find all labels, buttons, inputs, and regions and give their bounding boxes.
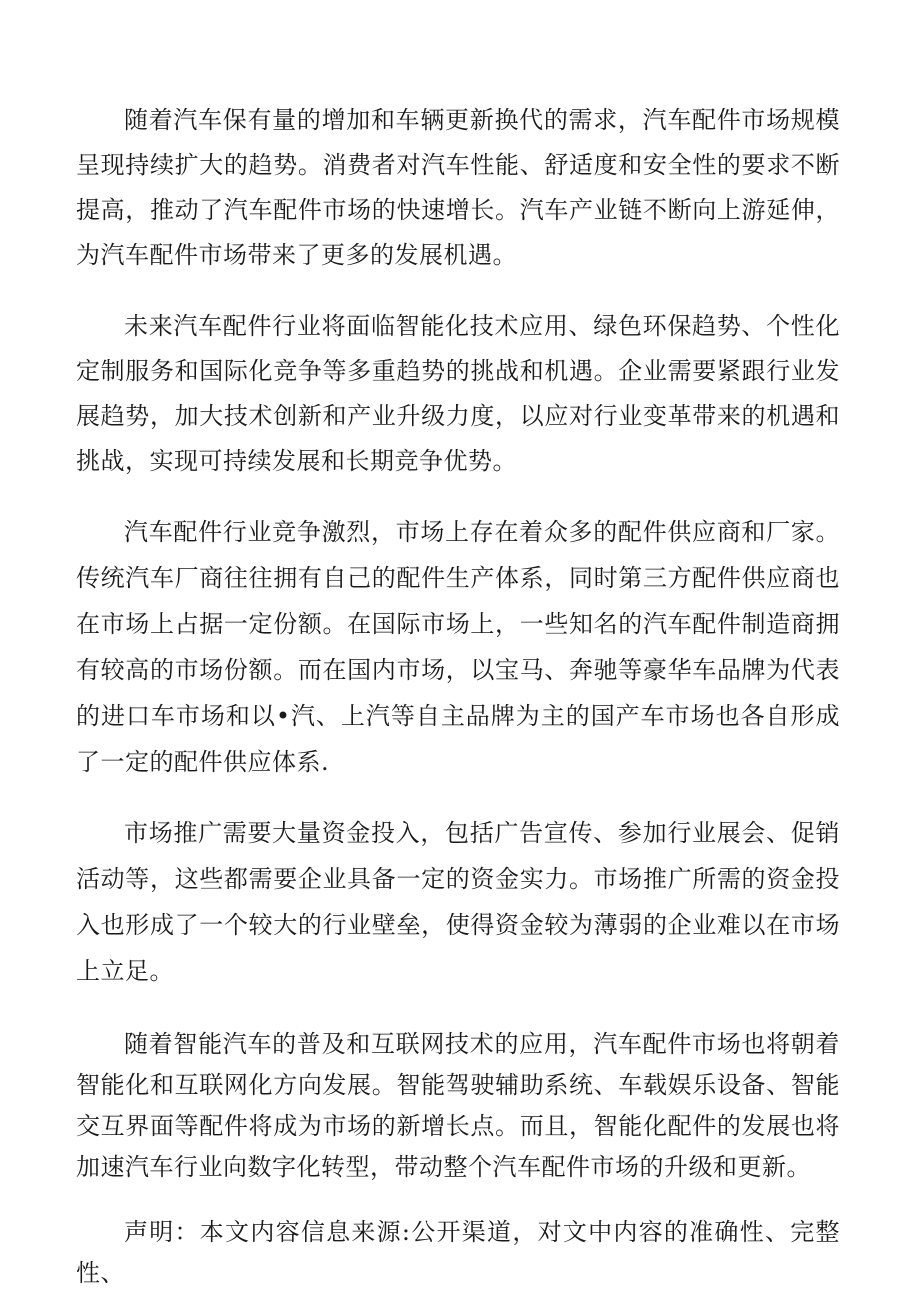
paragraph-competition: 汽车配件行业竞争激烈，市场上存在着众多的配件供应商和厂家。传统汽车厂商往往拥有自己的配件生产体系，同时第三方配件供应商也在市场上占据一定份额。在国际市场上，一些知名的汽车配件制造商拥有较高的市场份额。而在国内市场，以宝马、奔驰等豪华车品牌为代表的进口车市场和以•汽、上汽等自主品牌为主的国产车市场也各自形成了一定的配件供应体系.: [76, 518, 840, 776]
document-page: [76, 98, 840, 1294]
paragraph-marketing-barrier: 市场推广需要大量资金投入，包括广告宣传、参加行业展会、促销活动等，这些都需要企业具备一定的资金实力。市场推广所需的资金投入也形成了一个较大的行业壁垒，使得资金较为薄弱的企业难以在市场上立足。: [76, 819, 840, 985]
paragraph-smart-development: 随着智能汽车的普及和互联网技术的应用，汽车配件市场也将朝着智能化和互联网化方向发展。智能驾驶辅助系统、车载娱乐设备、智能交互界面等配件将成为市场的新增长点。而且，智能化配件的发展也将加速汽车行业向数字化转型，带动整个汽车配件市场的升级和更新。: [76, 1030, 840, 1181]
paragraph-future-trends: 未来汽车配件行业将面临智能化技术应用、绿色环保趋势、个性化定制服务和国际化竞争等多重趋势的挑战和机遇。企业需要紧跟行业发展趋势，加大技术创新和产业升级力度，以应对行业变革带来的机遇和挑战，实现可持续发展和长期竞争优势。: [76, 312, 840, 475]
paragraph-market-growth: 随着汽车保有量的增加和车辆更新换代的需求，汽车配件市场规模呈现持续扩大的趋势。消费者对汽车性能、舒适度和安全性的要求不断提高，推动了汽车配件市场的快速增长。汽车产业链不断向上游延伸，为汽车配件市场带来了更多的发展机遇。: [76, 106, 840, 269]
paragraph-disclaimer: 声明：本文内容信息来源:公开渠道，对文中内容的准确性、完整性、: [76, 1218, 840, 1287]
